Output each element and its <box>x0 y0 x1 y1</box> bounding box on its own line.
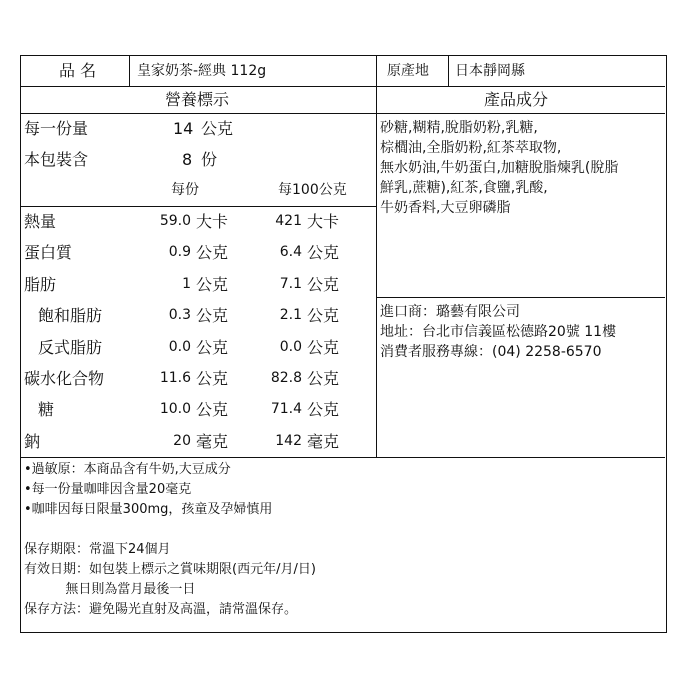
unit-per-serving: 公克 <box>196 338 229 357</box>
storage-notes: •過敏原：本商品含有牛奶,大豆成分 •每一份量咖啡因含量20毫克 •咖啡因每日限量300mg，孩童及孕婦慎用 保存期限：常溫下24個月 有效日期：如包裝上標示之賞味期限(西元年/月/日) 無日則為當月最後一日 保存方法：避免陽光直射及高溫，請常溫保存。 <box>24 462 316 617</box>
nutrient-name: 碳水化合物 <box>24 369 105 388</box>
divider <box>21 457 665 458</box>
nutrition-title: 營養標示 <box>165 90 230 109</box>
nutrient-name: 反式脂肪 <box>38 338 103 357</box>
value-per-100g: 7.1 <box>279 276 302 292</box>
serving-size-value: 14 <box>173 119 194 138</box>
nutrient-name: 鈉 <box>24 432 41 451</box>
name-label: 品 名 <box>59 61 97 80</box>
nutrient-name: 脂肪 <box>24 275 57 294</box>
ingredients-text: 砂糖,糊精,脫脂奶粉,乳糖, 棕櫚油,全脂奶粉,紅茶萃取物, 無水奶油,牛奶蛋白,加糖脫脂煉乳(脫脂 鮮乳,蔗糖),紅茶,食鹽,乳酸, 牛奶香料,大豆卵磷脂 <box>380 120 619 216</box>
divider <box>376 56 377 457</box>
unit-per-serving: 公克 <box>196 369 229 388</box>
unit-per-serving: 公克 <box>196 243 229 262</box>
value-per-serving: 20 <box>173 433 191 449</box>
unit-per-serving: 大卡 <box>196 212 229 231</box>
unit-per-100g: 公克 <box>307 400 340 419</box>
value-per-100g: 421 <box>275 213 302 229</box>
value-per-100g: 2.1 <box>279 307 302 323</box>
label-frame <box>20 55 667 633</box>
origin-label: 原產地 <box>387 63 429 79</box>
unit-per-serving: 公克 <box>196 306 229 325</box>
value-per-serving: 59.0 <box>159 213 191 229</box>
value-per-100g: 82.8 <box>270 370 302 386</box>
value-per-serving: 11.6 <box>159 370 191 386</box>
value-per-100g: 0.0 <box>279 339 302 355</box>
divider <box>376 297 665 298</box>
col-per-100g: 每100公克 <box>278 182 347 198</box>
divider <box>448 56 449 86</box>
unit-per-100g: 公克 <box>307 369 340 388</box>
unit-per-serving: 公克 <box>196 275 229 294</box>
unit-per-100g: 公克 <box>307 338 340 357</box>
serving-size-unit: 公克 <box>201 119 234 138</box>
value-per-serving: 1 <box>182 276 191 292</box>
value-per-100g: 71.4 <box>270 401 302 417</box>
value-per-100g: 6.4 <box>279 244 302 260</box>
unit-per-100g: 大卡 <box>307 212 340 231</box>
ingredients-title: 產品成分 <box>484 90 549 109</box>
value-per-100g: 142 <box>275 433 302 449</box>
serving-size-label: 每一份量 <box>24 119 89 138</box>
nutrient-name: 熱量 <box>24 212 57 231</box>
unit-per-serving: 毫克 <box>196 432 229 451</box>
importer-info: 進口商：璐藝有限公司 地址：台北市信義區松德路20號 11樓 消費者服務專線：(04) 2258-6570 <box>380 304 617 360</box>
divider <box>129 56 130 86</box>
servings-unit: 份 <box>201 150 218 169</box>
servings-label: 本包裝含 <box>24 150 89 169</box>
nutrient-name: 蛋白質 <box>24 243 73 262</box>
name-value: 皇家奶茶-經典 112g <box>137 63 267 79</box>
servings-value: 8 <box>182 150 193 169</box>
nutrient-name: 飽和脂肪 <box>38 306 103 325</box>
divider <box>21 206 376 207</box>
nutrient-name: 糖 <box>38 400 55 419</box>
unit-per-serving: 公克 <box>196 400 229 419</box>
unit-per-100g: 公克 <box>307 243 340 262</box>
divider <box>21 113 665 114</box>
col-per-serving: 每份 <box>171 182 199 198</box>
unit-per-100g: 公克 <box>307 275 340 294</box>
value-per-serving: 0.3 <box>168 307 191 323</box>
value-per-serving: 10.0 <box>159 401 191 417</box>
value-per-serving: 0.0 <box>168 339 191 355</box>
divider <box>21 86 665 87</box>
unit-per-100g: 公克 <box>307 306 340 325</box>
origin-value: 日本靜岡縣 <box>455 63 525 79</box>
value-per-serving: 0.9 <box>168 244 191 260</box>
unit-per-100g: 毫克 <box>307 432 340 451</box>
